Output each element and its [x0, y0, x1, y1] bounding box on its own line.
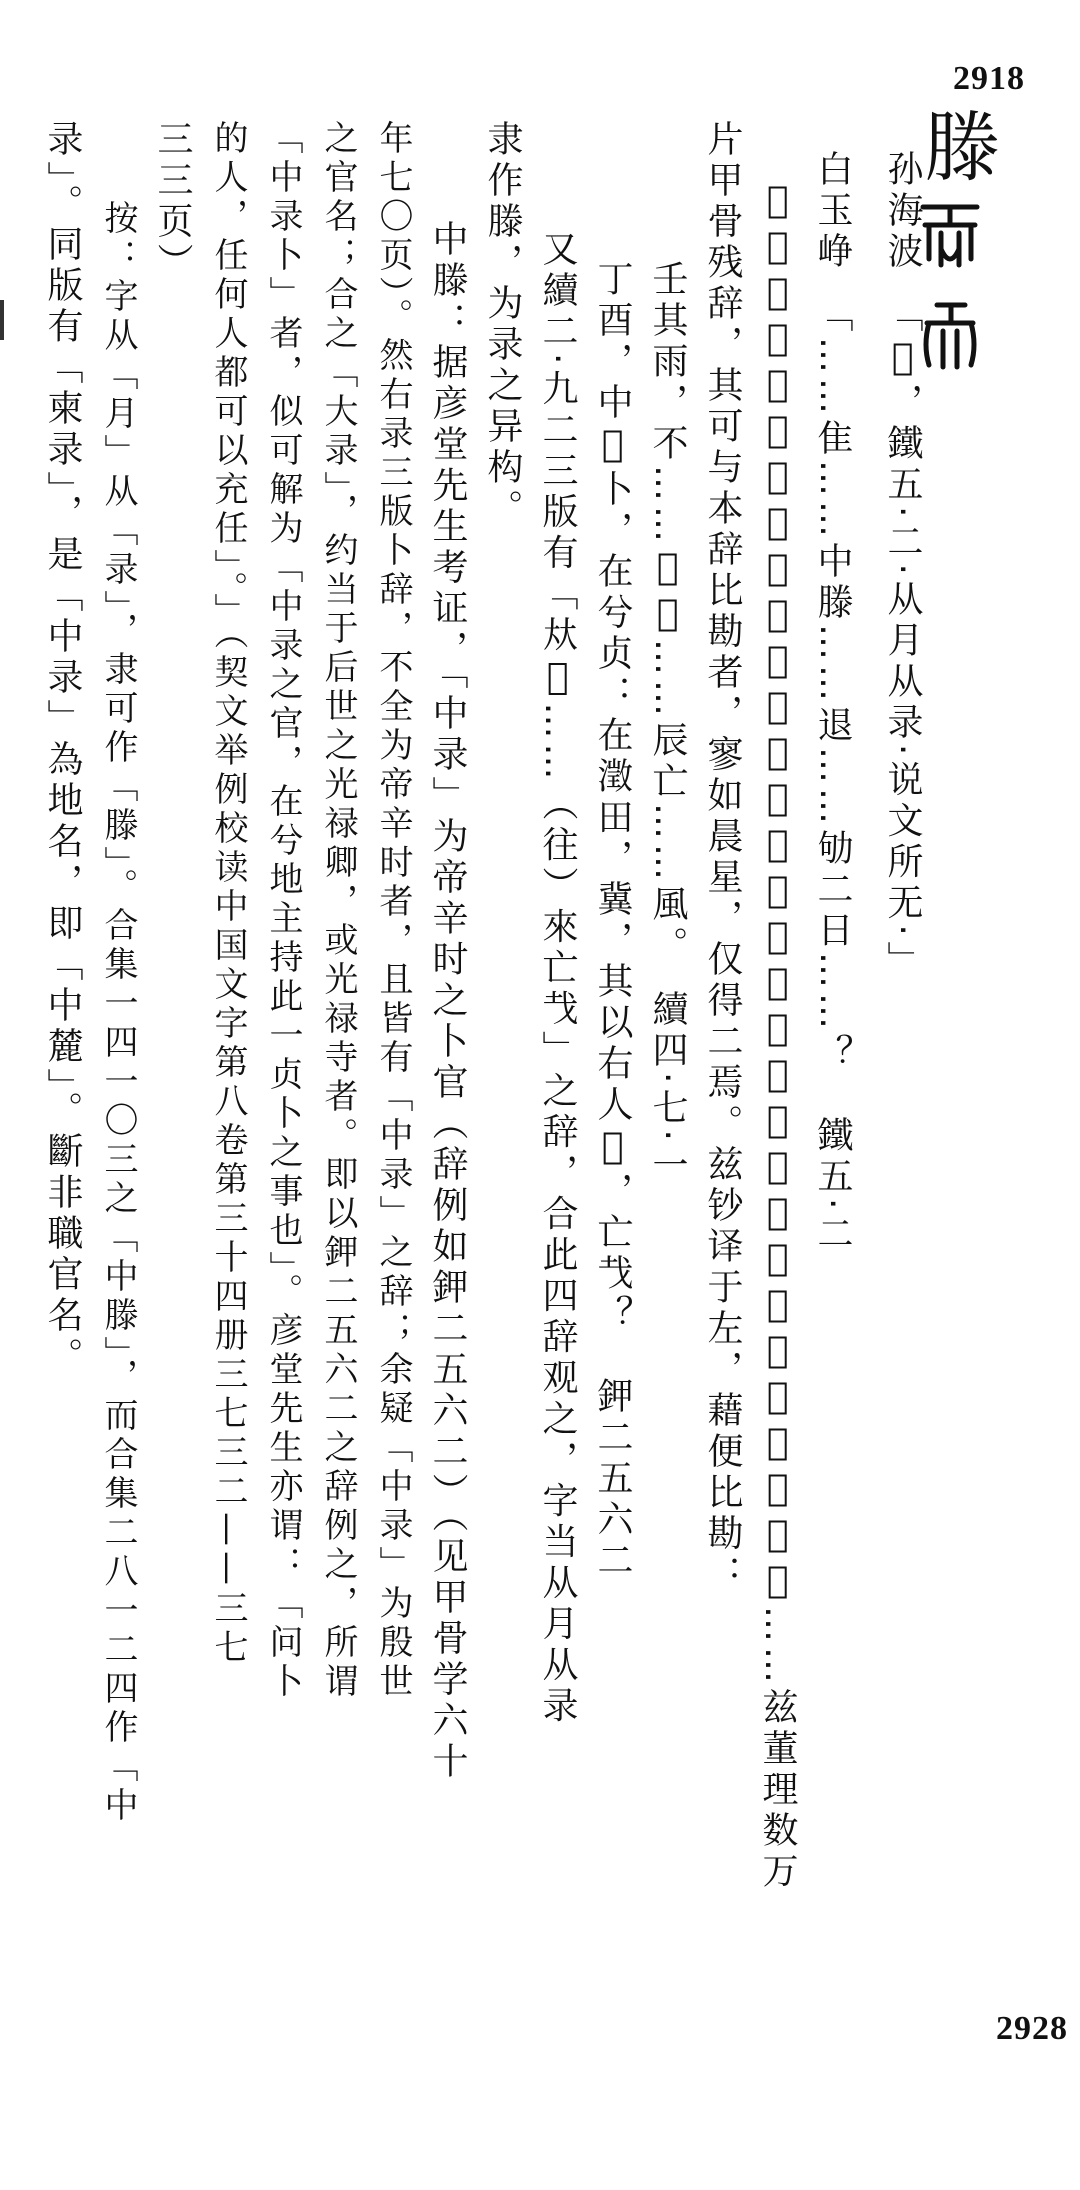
text-column-6: 丁酉，中𣊺卜，在兮贞：在澂田，冀，其以右人𤣟，亡𢦏？ 鉀二五六二 — [592, 260, 633, 1582]
text-column-14: 三三页） — [152, 120, 193, 284]
text-column-5: 壬其雨，不……𣊺允……辰亡……風。 續四·七·一 — [647, 260, 688, 1187]
page-number-bottom: 2928 — [996, 2010, 1068, 2047]
text-column-9: 中滕：据彦堂先生考证，「中录」为帝辛时之卜官（辞例如鉀二五六二）（见甲骨学六十 — [427, 220, 468, 1783]
left-margin-mark — [0, 300, 4, 340]
text-column-7: 又續二·九二三版有「夶𣊺……（往）來亡𢦏」之辞，合此四辞观之，字当从月从录 — [537, 230, 578, 1728]
page-number-top: 2918 — [953, 60, 1025, 97]
text-column-15: 按：字从「月」从「录」，隶可作「滕」。合集一四一〇三之「中滕」，而合集二八一二四作「中 — [98, 200, 138, 1826]
text-column-16: 录」。同版有「柬录」，是「中录」為地名，即「中麓」。斷非職官名。 — [42, 120, 83, 1378]
text-column-11: 之官名；合之「大录」，约当于后世之光禄卿，或光禄寺者。即以鉀二五六二之辞例之，所谓 — [318, 120, 358, 1702]
text-column-12: 「中录卜」者，似可解为「中录之官，在兮地主持此一贞卜之事也」。彦堂先生亦谓：「问卜 — [263, 120, 303, 1702]
text-column-2: 白玉峥 「……隹……中滕……退……劬二日……？ 鐵五·二 — [812, 150, 853, 1256]
text-column-8: 隶作滕，为录之异构。 — [482, 120, 523, 530]
oracle-glyph-icon — [915, 195, 985, 275]
text-column-13: 的人，任何人都可以充任」。」（契文举例校读中国文字第八卷第三十四册三七三二——三七 — [208, 120, 248, 1668]
entry-head-character: 滕 — [924, 103, 1000, 192]
text-column-10: 年七〇页）。然右录三版卜辞，不全为帝辛时者，且皆有「中录」之辞；余疑「中录」为殷世 — [373, 120, 413, 1702]
text-column-1: 孙海波 「𣊺，鐵五·二·从月从录·说文所无·」 — [882, 150, 923, 982]
text-column-4: 片甲骨残辞，其可与本辞比勘者，寥如晨星，仅得二焉。兹钞译于左，藉便比勘： — [702, 120, 743, 1596]
text-column-3: 𣊺：貓厰先生未释。峥按：此字在传世之数万片甲骨片中，只此一见。……兹董理数万 — [757, 180, 798, 1893]
oracle-glyph-variant-icon — [915, 295, 985, 375]
